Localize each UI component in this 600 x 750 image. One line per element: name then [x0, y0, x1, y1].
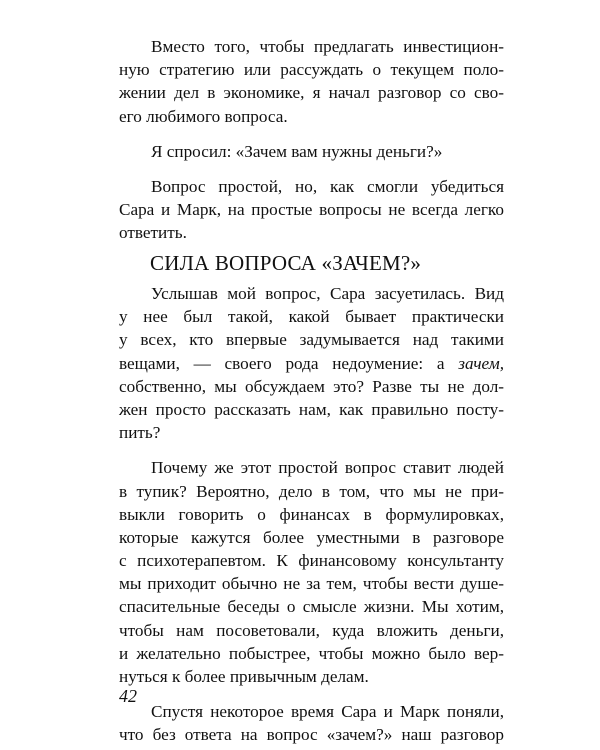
paragraph-line: у всех, кто впервые задумывается над такими: [119, 330, 504, 350]
paragraph-line-text: вещами, — своего рода недоумение: а: [119, 353, 459, 373]
paragraph-line: ответить.: [119, 223, 187, 243]
paragraph-line: чтобы нам посоветовали, куда вложить деньги,: [119, 620, 504, 640]
paragraph-line: выкли говорить о финансах в формулировках,: [119, 504, 504, 524]
paragraph-line: Спустя некоторое время Сара и Марк поняли,: [151, 702, 504, 722]
paragraph-line: жении дел в экономике, я начал разговор со сво-: [119, 83, 504, 103]
paragraph-1: [119, 35, 504, 128]
paragraph-line: мы приходит обычно не за тем, чтобы вести душе-: [119, 574, 504, 594]
paragraph-line: и желательно побыстрее, чтобы можно было вер-: [119, 643, 504, 663]
paragraph-6: [119, 700, 504, 746]
paragraph-5: [119, 456, 504, 688]
paragraph-line: собственно, мы обсуждаем это? Разве ты не дол-: [119, 376, 504, 396]
paragraph-line: его любимого вопроса.: [119, 106, 288, 126]
paragraph-line: пить?: [119, 423, 161, 443]
paragraph-line: в тупик? Вероятно, дело в том, что мы не при-: [119, 481, 504, 501]
text-block-bottom: [119, 282, 504, 747]
paragraph-line: ную стратегию или рассуждать о текущем поло-: [119, 60, 504, 80]
paragraph-line: Вопрос простой, но, как смогли убедиться: [151, 176, 504, 196]
text-block-top: [119, 35, 504, 245]
paragraph-line: которые кажутся более уместными в разговоре: [119, 527, 504, 547]
paragraph-2: [119, 140, 504, 163]
paragraph-line: у нее был такой, какой бывает практически: [119, 307, 504, 327]
paragraph-3: [119, 175, 504, 245]
paragraph-line: Я спросил: «Зачем вам нужны деньги?»: [151, 141, 443, 161]
paragraph-4: [119, 282, 504, 444]
paragraph-line: с психотерапевтом. К финансовому консультанту: [119, 551, 504, 571]
paragraph-line: Услышав мой вопрос, Сара засуетилась. Вид: [151, 284, 504, 303]
paragraph-line: [119, 352, 504, 375]
section-heading: СИЛА ВОПРОСА «ЗАЧЕМ?»: [150, 251, 422, 275]
paragraph-line: спасительные беседы о смысле жизни. Мы хотим,: [119, 597, 504, 617]
paragraph-line: Сара и Марк, на простые вопросы не всегда легко: [119, 200, 504, 220]
paragraph-line: жен просто рассказать нам, как правильно посту-: [119, 399, 504, 419]
paragraph-line: Почему же этот простой вопрос ставит людей: [151, 458, 504, 478]
paragraph-line: Вместо того, чтобы предлагать инвестицион-: [151, 37, 504, 56]
paragraph-line: нуться к более привычным делам.: [119, 667, 369, 686]
paragraph-line: что без ответа на вопрос «зачем?» наш разговор: [119, 725, 504, 745]
page-number: 42: [119, 686, 137, 706]
italic-word: зачем,: [458, 353, 504, 373]
